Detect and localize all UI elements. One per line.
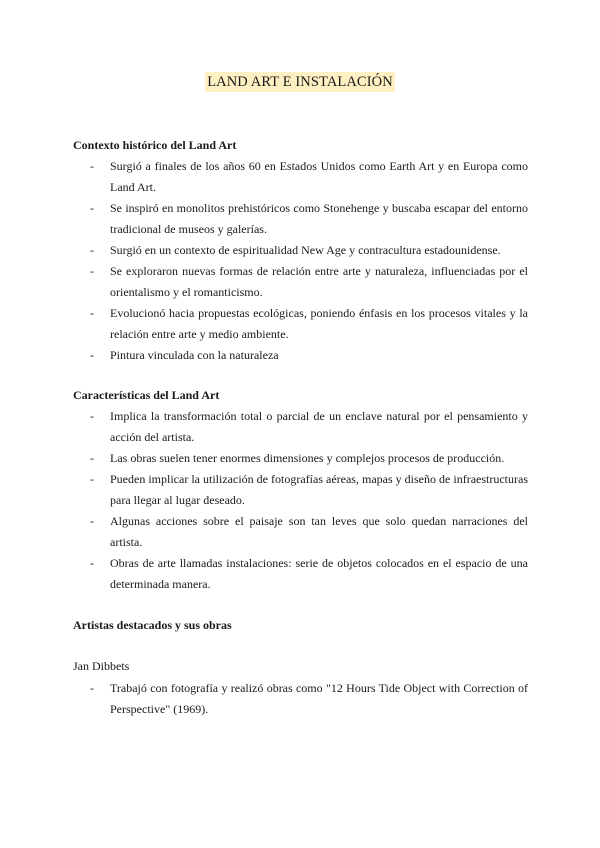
list-item	[73, 553, 528, 595]
bullet-dash: -	[90, 514, 94, 528]
list-item	[73, 448, 528, 469]
list-item	[73, 678, 528, 720]
list-item-text: Implica la transformación total o parcial de un enclave natural por el pensamiento y acción del artista.	[110, 409, 528, 444]
document-title: LAND ART E INSTALACIÓN	[207, 74, 393, 90]
list-item-text: Evolucionó hacia propuestas ecológicas, poniendo énfasis en los procesos vitales y la relación entre arte y medio ambiente.	[110, 306, 528, 341]
list-item-text: Pueden implicar la utilización de fotografías aéreas, mapas y diseño de infraestructuras para llegar al lugar deseado.	[110, 472, 528, 507]
list-item-text: Se inspiró en monolitos prehistóricos como Stonehenge y buscaba escapar del entorno tradicional de museos y galerías.	[110, 201, 528, 236]
bullet-dash: -	[90, 306, 94, 320]
list-item	[73, 406, 528, 448]
section-heading-contexto: Contexto histórico del Land Art	[73, 138, 237, 152]
list-item	[73, 511, 528, 553]
bullet-dash: -	[90, 472, 94, 486]
list-item-text: Surgió a finales de los años 60 en Estados Unidos como Earth Art y en Europa como Land Art.	[110, 159, 528, 194]
list-item-text: Trabajó con fotografía y realizó obras como "12 Hours Tide Object with Correction of Perspective" (1969).	[110, 681, 528, 716]
bullet-dash: -	[90, 681, 94, 695]
bullet-list-caracteristicas	[73, 406, 528, 595]
list-item-text: Las obras suelen tener enormes dimensiones y complejos procesos de producción.	[110, 451, 505, 465]
bullet-dash: -	[90, 201, 94, 215]
list-item	[73, 156, 528, 198]
list-item	[73, 261, 528, 303]
list-item	[73, 198, 528, 240]
list-item	[73, 303, 528, 345]
bullet-list-artist	[73, 678, 528, 720]
section-heading-caracteristicas: Características del Land Art	[73, 388, 220, 402]
bullet-dash: -	[90, 348, 94, 362]
bullet-dash: -	[90, 264, 94, 278]
list-item-text: Obras de arte llamadas instalaciones: serie de objetos colocados en el espacio de una determinada manera.	[110, 556, 528, 591]
artist-name: Jan Dibbets	[73, 659, 130, 673]
bullet-list-contexto	[73, 156, 528, 366]
list-item-text: Algunas acciones sobre el paisaje son tan leves que solo quedan narraciones del artista.	[110, 514, 528, 549]
bullet-dash: -	[90, 159, 94, 173]
bullet-dash: -	[90, 243, 94, 257]
list-item	[73, 345, 528, 366]
title-wrapper	[0, 72, 600, 92]
list-item-text: Surgió en un contexto de espiritualidad New Age y contracultura estadounidense.	[110, 243, 501, 257]
bullet-dash: -	[90, 451, 94, 465]
list-item-text: Pintura vinculada con la naturaleza	[110, 348, 279, 362]
list-item	[73, 469, 528, 511]
list-item-text: Se exploraron nuevas formas de relación entre arte y naturaleza, influenciadas por el orientalismo y el romanticismo.	[110, 264, 528, 299]
bullet-dash: -	[90, 556, 94, 570]
list-item	[73, 240, 528, 261]
section-heading-artistas: Artistas destacados y sus obras	[73, 618, 232, 632]
bullet-dash: -	[90, 409, 94, 423]
